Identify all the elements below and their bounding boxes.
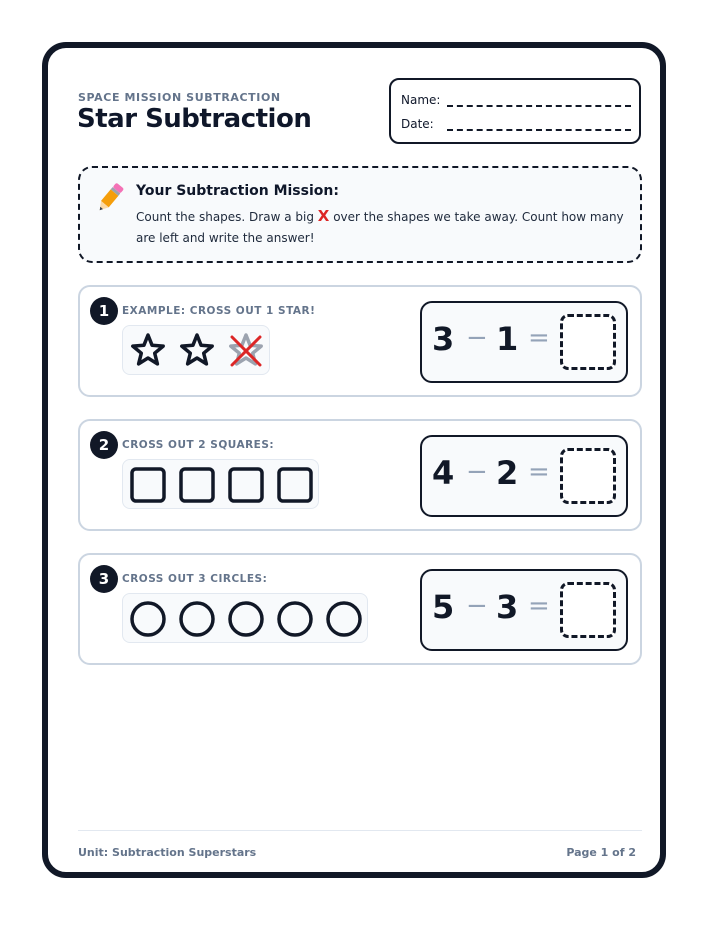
cross-out-mark: X — [317, 207, 330, 225]
name-label: Name: — [401, 93, 441, 107]
square-shape[interactable] — [230, 469, 262, 501]
mission-text-part-2: over the shapes we take away. Count how many are left and write the answer! — [136, 210, 624, 245]
problem-label: EXAMPLE: CROSS OUT 1 STAR! — [122, 305, 316, 317]
equation-box — [420, 435, 628, 517]
answer-box[interactable] — [560, 314, 616, 370]
circle-shape[interactable] — [132, 603, 164, 635]
minus-sign: − — [466, 591, 488, 621]
circle-shape[interactable] — [279, 603, 311, 635]
footer-divider — [78, 830, 642, 831]
problem-label: CROSS OUT 3 CIRCLES: — [122, 573, 268, 585]
minuend: 5 — [432, 588, 455, 626]
equation-box — [420, 301, 628, 383]
pencil-icon — [92, 180, 128, 216]
shape-tray — [122, 459, 319, 509]
circle-shape[interactable] — [230, 603, 262, 635]
minuend: 4 — [432, 454, 455, 492]
subtrahend: 2 — [496, 454, 519, 492]
square-shape[interactable] — [279, 469, 311, 501]
minus-sign: − — [466, 323, 488, 353]
problem-card — [78, 285, 642, 397]
shapes-group — [123, 326, 271, 376]
mission-box — [78, 166, 642, 263]
name-date-box — [389, 78, 641, 144]
page-title: Star Subtraction — [77, 104, 312, 134]
mission-title: Your Subtraction Mission: — [136, 183, 339, 199]
star-shape[interactable] — [182, 335, 212, 364]
worksheet-page — [42, 42, 666, 878]
equals-sign: = — [528, 323, 550, 353]
problem-number-badge: 2 — [90, 431, 118, 459]
mission-text-part-1: Count the shapes. Draw a big — [136, 210, 314, 224]
subtrahend: 3 — [496, 588, 519, 626]
equals-sign: = — [528, 457, 550, 487]
name-field[interactable] — [447, 105, 631, 107]
problem-number-badge: 1 — [90, 297, 118, 325]
shape-tray — [122, 593, 368, 643]
square-shape[interactable] — [132, 469, 164, 501]
answer-box[interactable] — [560, 582, 616, 638]
equation-box — [420, 569, 628, 651]
mission-instructions — [136, 206, 626, 249]
circle-shape[interactable] — [181, 603, 213, 635]
worksheet-kicker: SPACE MISSION SUBTRACTION — [78, 91, 281, 104]
equals-sign: = — [528, 591, 550, 621]
footer-unit: Unit: Subtraction Superstars — [78, 846, 257, 859]
problem-number-badge: 3 — [90, 565, 118, 593]
problem-card — [78, 419, 642, 531]
date-field[interactable] — [447, 129, 631, 131]
minuend: 3 — [432, 320, 455, 358]
shapes-group — [123, 460, 320, 510]
minus-sign: − — [466, 457, 488, 487]
shape-tray — [122, 325, 270, 375]
subtrahend: 1 — [496, 320, 519, 358]
star-shape[interactable] — [133, 335, 163, 364]
problem-label: CROSS OUT 2 SQUARES: — [122, 439, 275, 451]
footer-page-number: Page 1 of 2 — [566, 846, 636, 859]
answer-box[interactable] — [560, 448, 616, 504]
shapes-group — [123, 594, 369, 644]
date-label: Date: — [401, 117, 434, 131]
circle-shape[interactable] — [328, 603, 360, 635]
square-shape[interactable] — [181, 469, 213, 501]
problem-card — [78, 553, 642, 665]
